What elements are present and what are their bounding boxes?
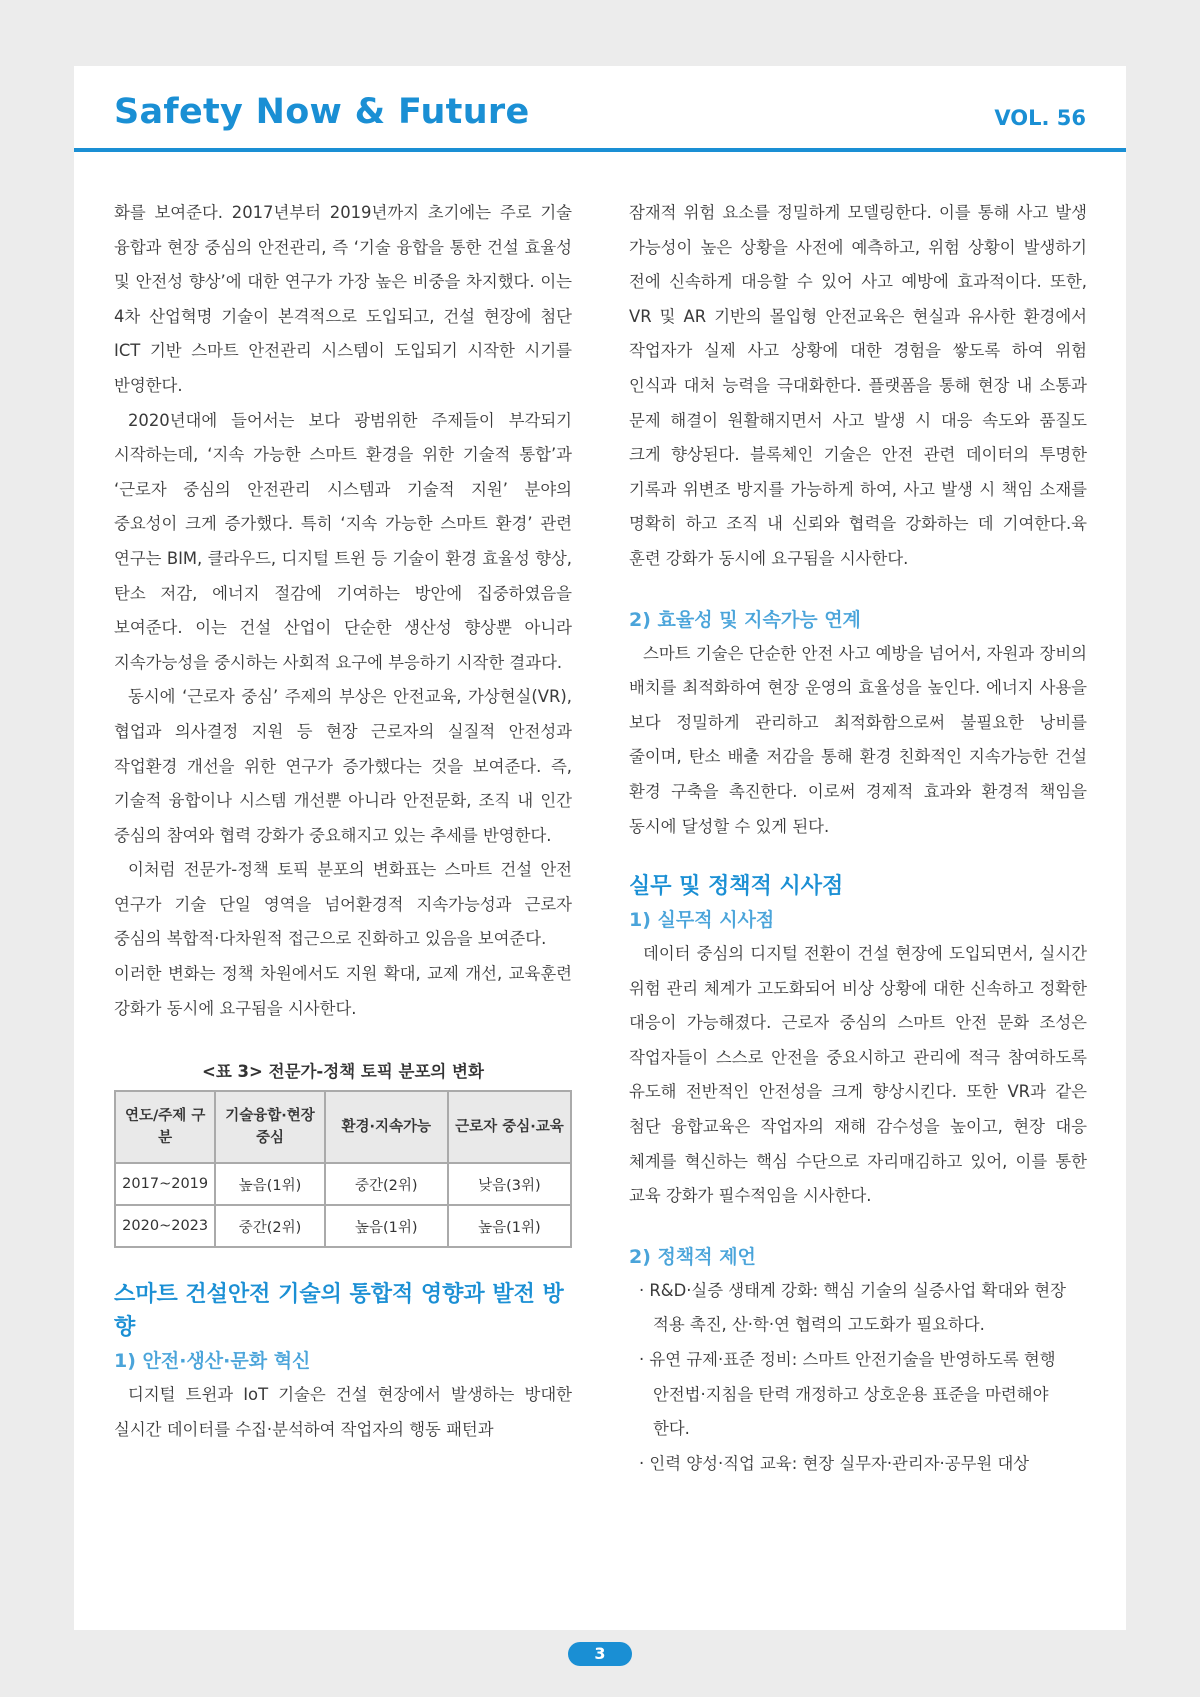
table-cell: 낮음(3위) <box>448 1163 571 1205</box>
table-header-cell: 근로자 중심·교육 <box>448 1091 571 1163</box>
paragraph: 이처럼 전문가-정책 토픽 분포의 변화표는 스마트 건설 안전 연구가 기술 단일 영역을 넘어환경적 지속가능성과 근로자 중심의 복합적·다차원적 접근으로 진화하고 있음을 보여준다. <box>114 860 572 949</box>
table-header-row <box>115 1091 571 1163</box>
table-row <box>115 1205 571 1247</box>
header-divider <box>74 148 1126 152</box>
list-item: · 인력 양성·직업 교육: 현장 실무자·관리자·공무원 대상 <box>639 1453 1030 1473</box>
publication-title: Safety Now & Future <box>114 92 530 132</box>
subsection-heading: 1) 실무적 시사점 <box>629 909 775 932</box>
table-row <box>115 1163 571 1205</box>
subsection-heading: 1) 안전·생산·문화 혁신 <box>114 1350 311 1373</box>
section-heading: 스마트 건설안전 기술의 통합적 영향과 발전 방향 <box>114 1282 564 1341</box>
page <box>74 66 1126 1630</box>
paragraph: 화를 보여준다. 2017년부터 2019년까지 초기에는 주로 기술 융합과 현장 중심의 안전관리, 즉 ‘기술 융합을 통한 건설 효율성 및 안전성 향상’에 대한 연구가 가장 높은 비중을 차지했다. 이는 4차 산업혁명 기술이 본격적으로 도입되고, 건설 현장에 첨단 ICT 기반 스마트 안전관리 시스템이 도입되기 시작한 시기를 반영한다. <box>114 203 572 395</box>
table-header-cell: 연도/주제 구분 <box>115 1091 215 1163</box>
volume-number: VOL. 56 <box>994 106 1086 130</box>
section-heading: 실무 및 정책적 시사점 <box>629 874 844 900</box>
table-cell: 높음(1위) <box>215 1163 324 1205</box>
paragraph: 잠재적 위험 요소를 정밀하게 모델링한다. 이를 통해 사고 발생 가능성이 높은 상황을 사전에 예측하고, 위험 상황이 발생하기 전에 신속하게 대응할 수 있어 사고 예방에 효과적이다. 또한, VR 및 AR 기반의 몰입형 안전교육은 현실과 유사한 환경에서 작업자가 실제 사고 상황에 대한 경험을 쌓도록 하여 위험 인식과 대처 능력을 극대화한다. 플랫폼을 통해 현장 내 소통과 문제 해결이 원활해지면서 사고 발생 시 대응 속도와 품질도 크게 향상된다. 블록체인 기술은 안전 관련 데이터의 투명한 기록과 위변조 방지를 가능하게 하여, 사고 발생 시 책임 소재를 명확히 하고 조직 내 신뢰와 협력을 강화하는 데 기여한다.육 훈련 강화가 동시에 요구됨을 시사한다. <box>629 203 1087 568</box>
topic-distribution-table <box>114 1090 572 1248</box>
paragraph: 2020년대에 들어서는 보다 광범위한 주제들이 부각되기 시작하는데, ‘지속 가능한 스마트 환경을 위한 기술적 통합’과 ‘근로자 중심의 안전관리 시스템과 기술적 지원’ 분야의 중요성이 크게 증가했다. 특히 ‘지속 가능한 스마트 환경’ 관련 연구는 BIM, 클라우드, 디지털 트윈 등 기술이 환경 효율성 향상, 탄소 저감, 에너지 절감에 기여하는 방안에 집중하였음을 보여준다. 이는 건설 산업이 단순한 생산성 향상뿐 아니라 지속가능성을 중시하는 사회적 요구에 부응하기 시작한 결과다. <box>114 410 572 672</box>
table-cell: 2017~2019 <box>115 1163 215 1205</box>
table-cell: 중간(2위) <box>215 1205 324 1247</box>
subsection-heading: 2) 효율성 및 지속가능 연계 <box>629 608 861 631</box>
paragraph: 이러한 변화는 정책 차원에서도 지원 확대, 교제 개선, 교육훈련 강화가 동시에 요구됨을 시사한다. <box>114 964 572 1018</box>
paragraph: 동시에 ‘근로자 중심’ 주제의 부상은 안전교육, 가상현실(VR), 협업과 의사결정 지원 등 현장 근로자의 실질적 안전성과 작업환경 개선을 위한 연구가 증가했다는 것을 보여준다. 즉, 기술적 융합이나 시스템 개선뿐 아니라 안전문화, 조직 내 인간 중심의 참여와 협력 강화가 중요해지고 있는 추세를 반영한다. <box>114 687 572 845</box>
paragraph: 스마트 기술은 단순한 안전 사고 예방을 넘어서, 자원과 장비의 배치를 최적화하여 현장 운영의 효율성을 높인다. 에너지 사용을 보다 정밀하게 관리하고 최적화함으로써 불필요한 낭비를 줄이며, 탄소 배출 저감을 통해 환경 친화적인 지속가능한 건설 환경 구축을 촉진한다. 이로써 경제적 효과와 환경적 책임을 동시에 달성할 수 있게 된다. <box>629 643 1087 836</box>
table-header-cell: 환경·지속가능 <box>325 1091 448 1163</box>
table-caption: <표 3> 전문가-정책 토픽 분포의 변화 <box>202 1062 484 1082</box>
list-item: · R&D·실증 생태계 강화: 핵심 기술의 실증사업 확대와 현장 적용 촉진, 산·학·연 협력의 고도화가 필요하다. <box>639 1280 1066 1335</box>
paragraph: 데이터 중심의 디지털 전환이 건설 현장에 도입되면서, 실시간 위험 관리 체계가 고도화되어 비상 상황에 대한 신속하고 정확한 대응이 가능해졌다. 근로자 중심의 스마트 안전 문화 조성은 작업자들이 스스로 안전을 중요시하고 관리에 적극 참여하도록 유도해 전반적인 안전성을 크게 향상시킨다. 또한 VR과 같은 첨단 융합교육은 작업자의 재해 감수성을 높이고, 현장 대응 체계를 혁신하는 핵심 수단으로 자리매김하고 있어, 이를 통한 교육 강화가 필수적임을 시사한다. <box>629 944 1087 1206</box>
page-header <box>74 66 1126 154</box>
page-number-badge: 3 <box>568 1642 632 1666</box>
paragraph: 디지털 트윈과 IoT 기술은 건설 현장에서 발생하는 방대한 실시간 데이터를 수집·분석하여 작업자의 행동 패턴과 <box>114 1385 572 1439</box>
table-cell: 높음(1위) <box>325 1205 448 1247</box>
table-header-cell: 기술융합·현장 중심 <box>215 1091 324 1163</box>
table-cell: 중간(2위) <box>325 1163 448 1205</box>
left-column <box>114 196 572 1447</box>
table-cell: 2020~2023 <box>115 1205 215 1247</box>
right-column <box>629 196 1087 1481</box>
table-cell: 높음(1위) <box>448 1205 571 1247</box>
list-item: · 유연 규제·표준 정비: 스마트 안전기술을 반영하도록 현행 안전법·지침을 탄력 개정하고 상호운용 표준을 마련해야 한다. <box>639 1350 1056 1439</box>
subsection-heading: 2) 정책적 제언 <box>629 1245 756 1268</box>
